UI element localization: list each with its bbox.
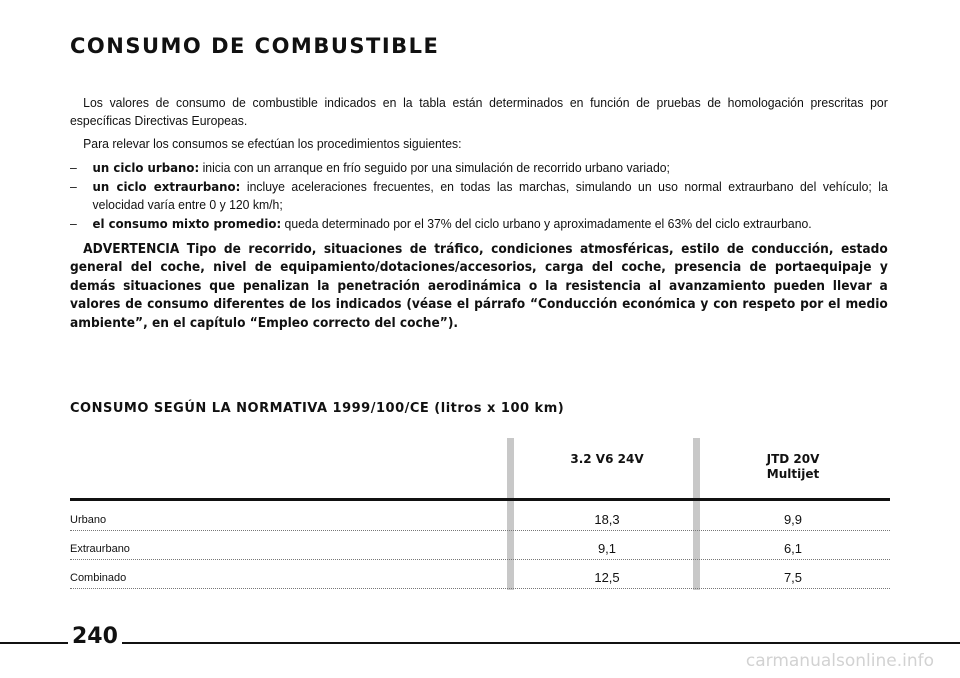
procedure-term: el consumo mixto promedio: [92,216,282,231]
page-title: CONSUMO DE COMBUSTIBLE [70,34,440,58]
procedure-text: incluye aceleraciones frecuentes, en todas las marchas, simulando un uso normal extraurbano del vehículo; la velocidad varía entre 0 y 120 km/h; [92,179,888,212]
procedure-term: un ciclo extraurbano: [92,179,241,194]
procedure-text: queda determinado por el 37% del ciclo urbano y aproximadamente el 63% del ciclo extraurbano. [281,216,812,231]
row-value: 9,1 [597,541,617,556]
row-label: Combinado [70,572,127,584]
row-value: 18,3 [594,512,620,527]
row-value: 9,9 [783,512,803,527]
procedure-item [70,215,888,233]
row-value: 12,5 [594,570,620,585]
procedure-term: un ciclo urbano: [92,159,200,175]
warning-paragraph: ADVERTENCIA Tipo de recorrido, situaciones de tráfico, condiciones atmosféricas, estilo de conducción, estado general del coche, nivel de equipamiento/dotaciones/accesorios, carga del coche, presencia de portaequipaje y demás situaciones que penalizan la penetración aerodinámica o la resistencia al avanzamiento pueden llevar a valores de consumo diferentes de los indicados (véase el párrafo “Conducción económica y con respeto por el medio ambiente”, en el capítulo “Empleo correcto del coche”). [70,241,888,331]
row-label: Urbano [70,514,107,526]
procedure-text: inicia con un arranque en frío seguido por una simulación de recorrido urbano variado; [199,159,670,175]
table-row [70,531,890,560]
row-value: 6,1 [783,541,803,556]
intro-paragraph: Los valores de consumo de combustible indicados en la tabla están determinados en función de pruebas de homologación prescritas por específicas Directivas Europeas. [70,95,888,128]
table-row [70,560,890,589]
dash-bullet: – [70,216,77,231]
dash-bullet: – [70,179,77,194]
table-row [70,502,890,531]
table-header-rule [70,498,890,501]
dash-bullet: – [70,159,77,175]
table-title: CONSUMO SEGÚN LA NORMATIVA 1999/100/CE (litros x 100 km) [70,401,565,416]
procedure-item [70,159,888,177]
footer-rule [122,642,960,644]
row-value: 7,5 [783,570,803,585]
procedure-item [70,178,888,213]
column-header-v6 [514,452,700,467]
row-label: Extraurbano [70,543,130,555]
column-header-line: JTD 20V [766,452,820,466]
footer-rule [0,642,68,644]
column-header-line: Multijet [766,467,820,481]
page-number: 240 [72,624,118,649]
watermark: carmanualsonline.info [745,651,934,671]
body-text [70,94,888,339]
column-header-line: 3.2 V6 24V [570,452,644,466]
procedures-intro: Para relevar los consumos se efectúan los procedimientos siguientes: [83,136,462,151]
column-header-jtd [700,452,886,482]
